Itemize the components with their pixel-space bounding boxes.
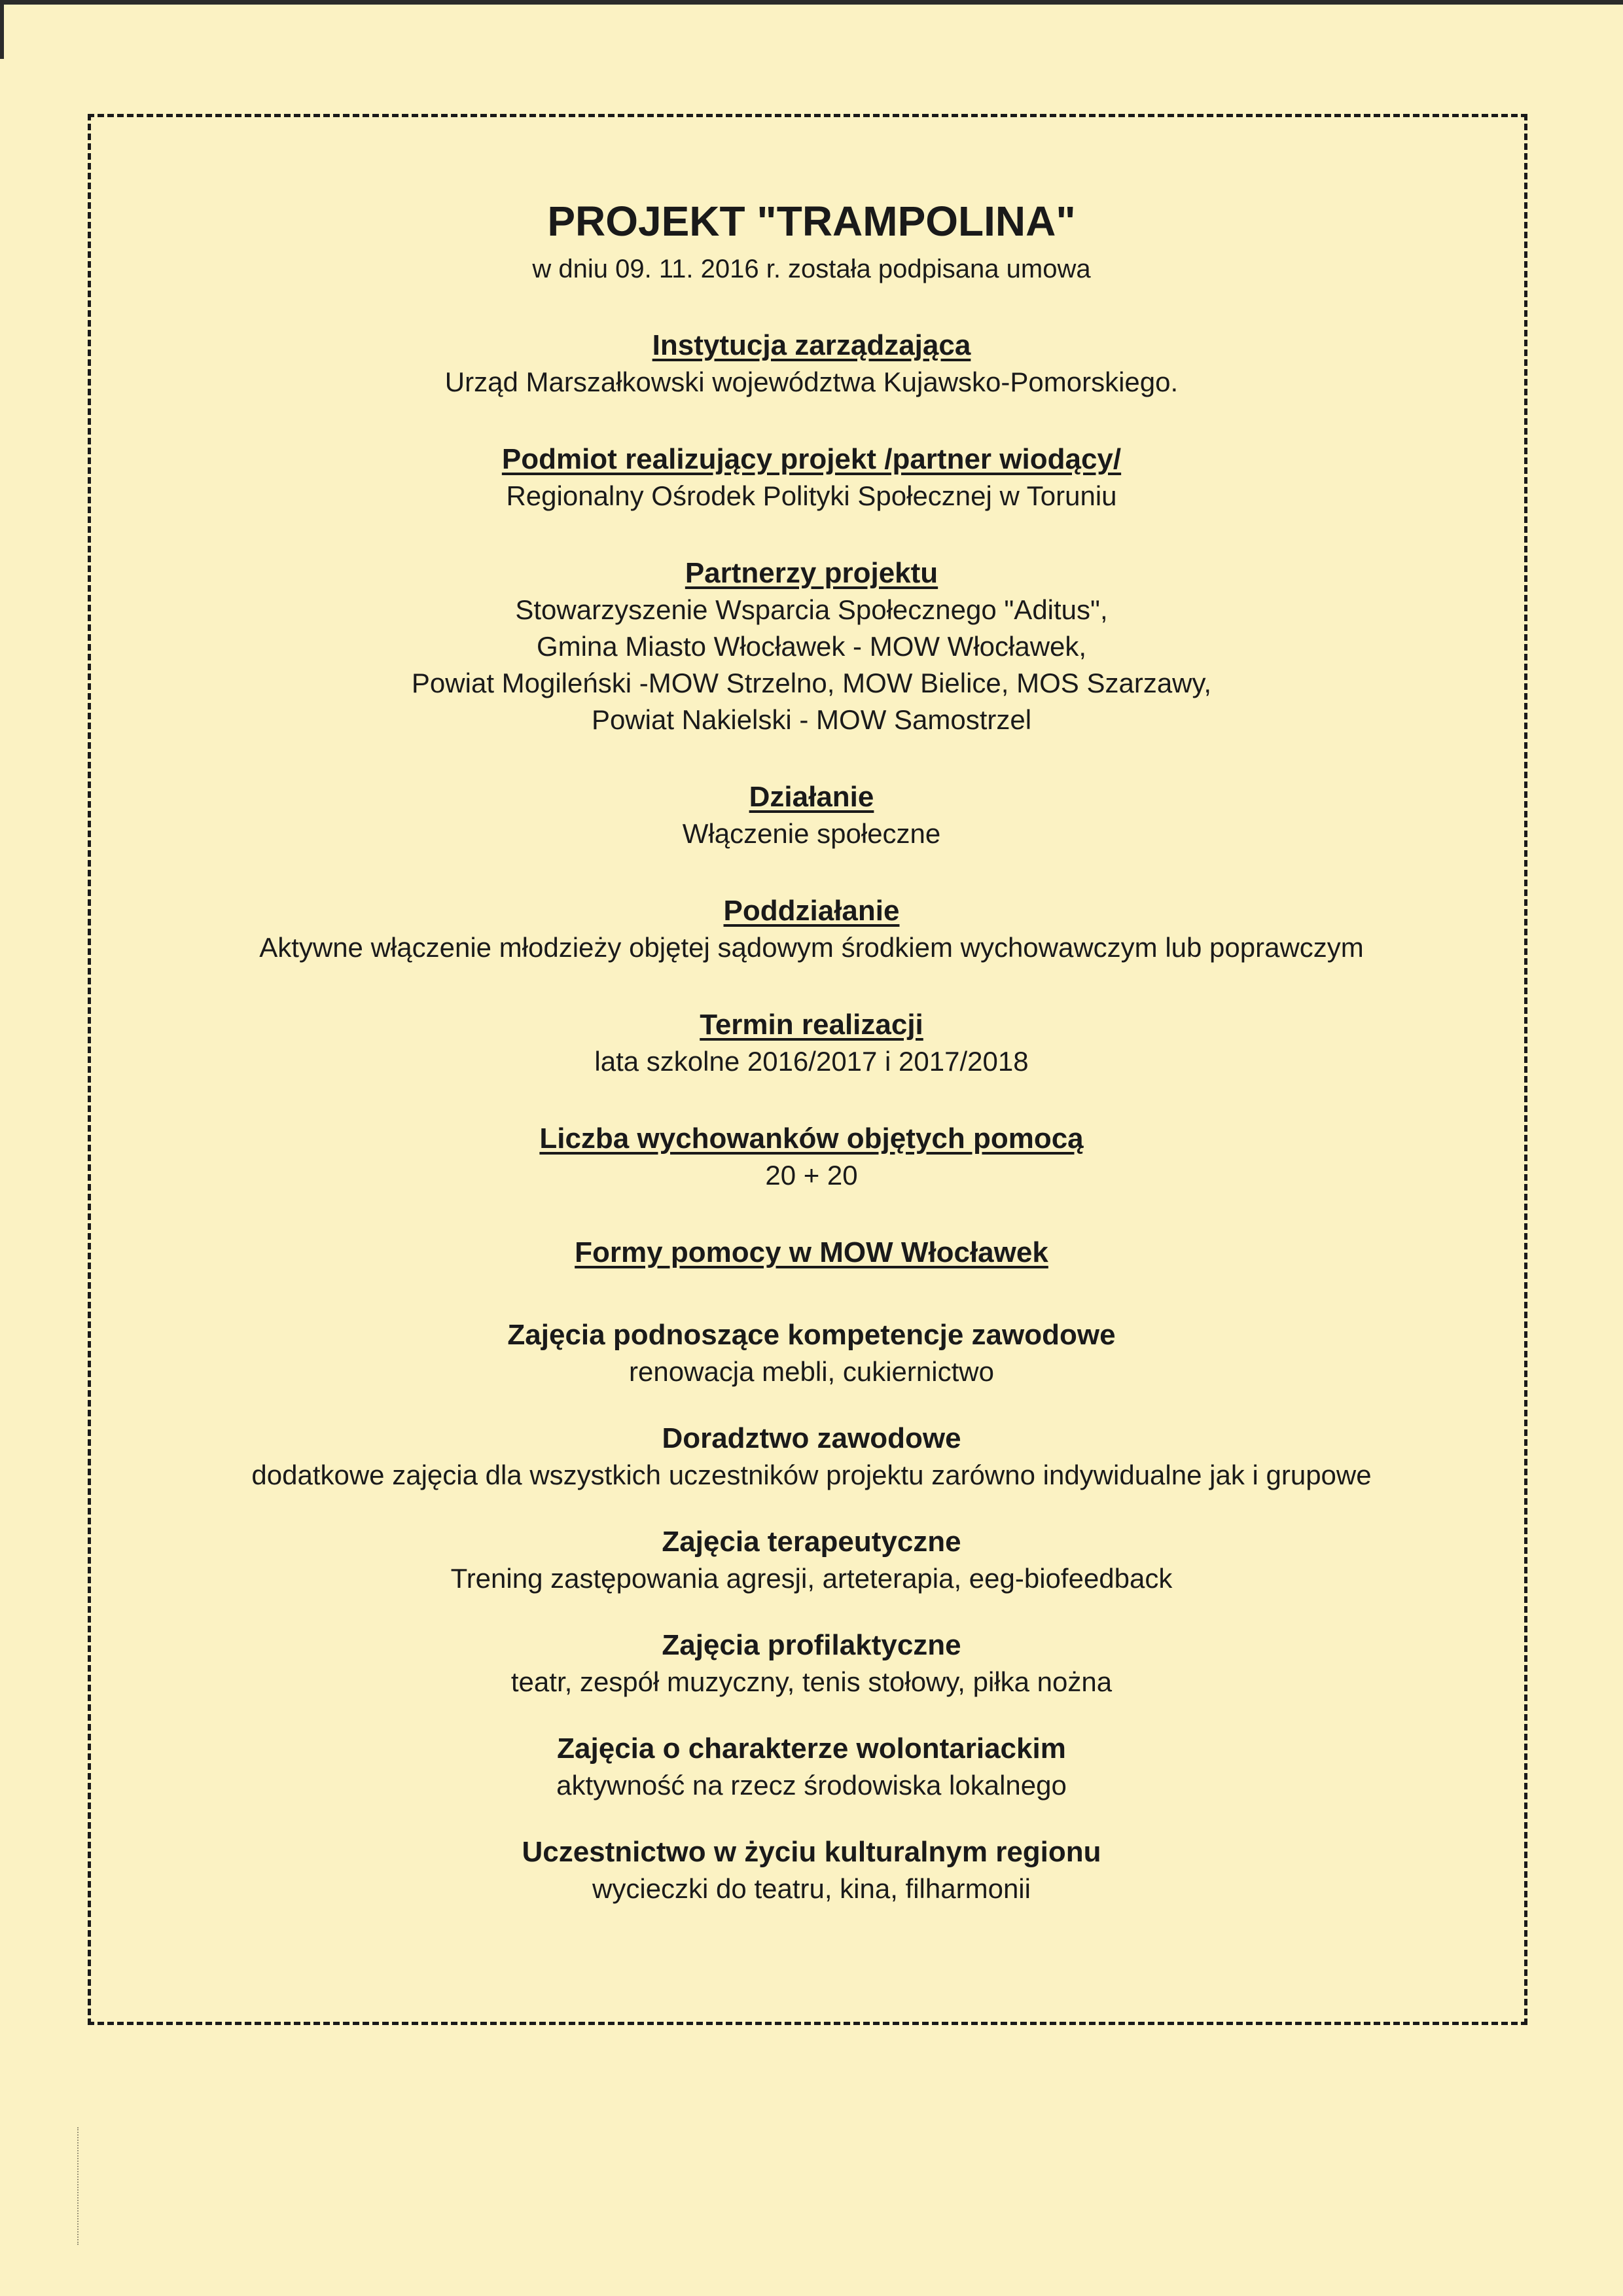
section-heading: Podmiot realizujący projekt /partner wiodący/ [501,443,1122,475]
form-line: aktywność na rzecz środowiska lokalnego [556,1770,1067,1801]
form-line: dodatkowe zajęcia dla wszystkich uczestników projektu zarówno indywidualne jak i grupowe [251,1460,1372,1490]
section-forms-of-support [105,1234,1518,1271]
scan-margin-marks [77,2127,81,2245]
section-line: Aktywne włączenie młodzieży objętej sądowym środkiem wychowawczym lub poprawczym [259,932,1364,963]
form-cultural-life [105,1834,1518,1907]
section-participants-count [105,1121,1518,1194]
scan-left-edge [0,0,4,59]
form-line: renowacja mebli, cukiernictwo [629,1356,994,1387]
form-line: Trening zastępowania agresji, arteterapia, eeg-biofeedback [450,1563,1173,1594]
section-line: Powiat Nakielski - MOW Samostrzel [591,704,1032,735]
section-line: Włączenie społeczne [682,818,941,849]
form-heading: Zajęcia o charakterze wolontariackim [557,1732,1066,1765]
section-line: Urząd Marszałkowski województwa Kujawsko-Pomorskiego. [444,367,1179,397]
section-heading: Liczba wychowanków objętych pomocą [539,1122,1084,1155]
form-line: wycieczki do teatru, kina, filharmonii [592,1873,1031,1904]
section-line: Powiat Mogileński -MOW Strzelno, MOW Bielice, MOS Szarzawy, [411,668,1212,698]
form-vocational-skills [105,1317,1518,1390]
form-heading: Zajęcia terapeutyczne [662,1526,961,1558]
document-subtitle: w dniu 09. 11. 2016 r. została podpisana umowa [532,255,1091,283]
section-managing-institution [105,327,1518,401]
section-line: Gmina Miasto Włocławek - MOW Włocławek, [536,631,1087,662]
form-heading: Zajęcia profilaktyczne [662,1629,961,1661]
section-heading: Termin realizacji [700,1009,923,1041]
form-heading: Doradztwo zawodowe [662,1422,961,1454]
section-line: Stowarzyszenie Wsparcia Społecznego "Aditus", [515,594,1108,625]
section-heading: Poddziałanie [723,895,900,927]
section-lead-partner [105,441,1518,514]
form-prevention [105,1627,1518,1700]
section-action [105,779,1518,852]
section-heading: Partnerzy projektu [685,557,938,589]
form-career-counseling [105,1420,1518,1494]
document-content [105,196,1518,1907]
form-heading: Uczestnictwo w życiu kulturalnym regionu [522,1836,1101,1868]
document-title: PROJEKT "TRAMPOLINA" [547,198,1076,245]
form-therapy [105,1524,1518,1597]
form-volunteering [105,1731,1518,1804]
form-line: teatr, zespół muzyczny, tenis stołowy, piłka nożna [510,1666,1113,1697]
section-line: Regionalny Ośrodek Polityki Społecznej w Toruniu [506,480,1117,511]
form-heading: Zajęcia podnoszące kompetencje zawodowe [507,1319,1116,1351]
section-heading: Instytucja zarządzająca [652,329,971,361]
section-subaction [105,893,1518,966]
section-heading: Działanie [749,781,874,813]
section-line: lata szkolne 2016/2017 i 2017/2018 [594,1046,1029,1077]
section-heading: Formy pomocy w MOW Włocławek [575,1236,1048,1268]
section-partners [105,555,1518,738]
section-line: 20 + 20 [765,1160,858,1191]
scan-top-edge [0,0,1623,5]
section-timeframe [105,1007,1518,1080]
